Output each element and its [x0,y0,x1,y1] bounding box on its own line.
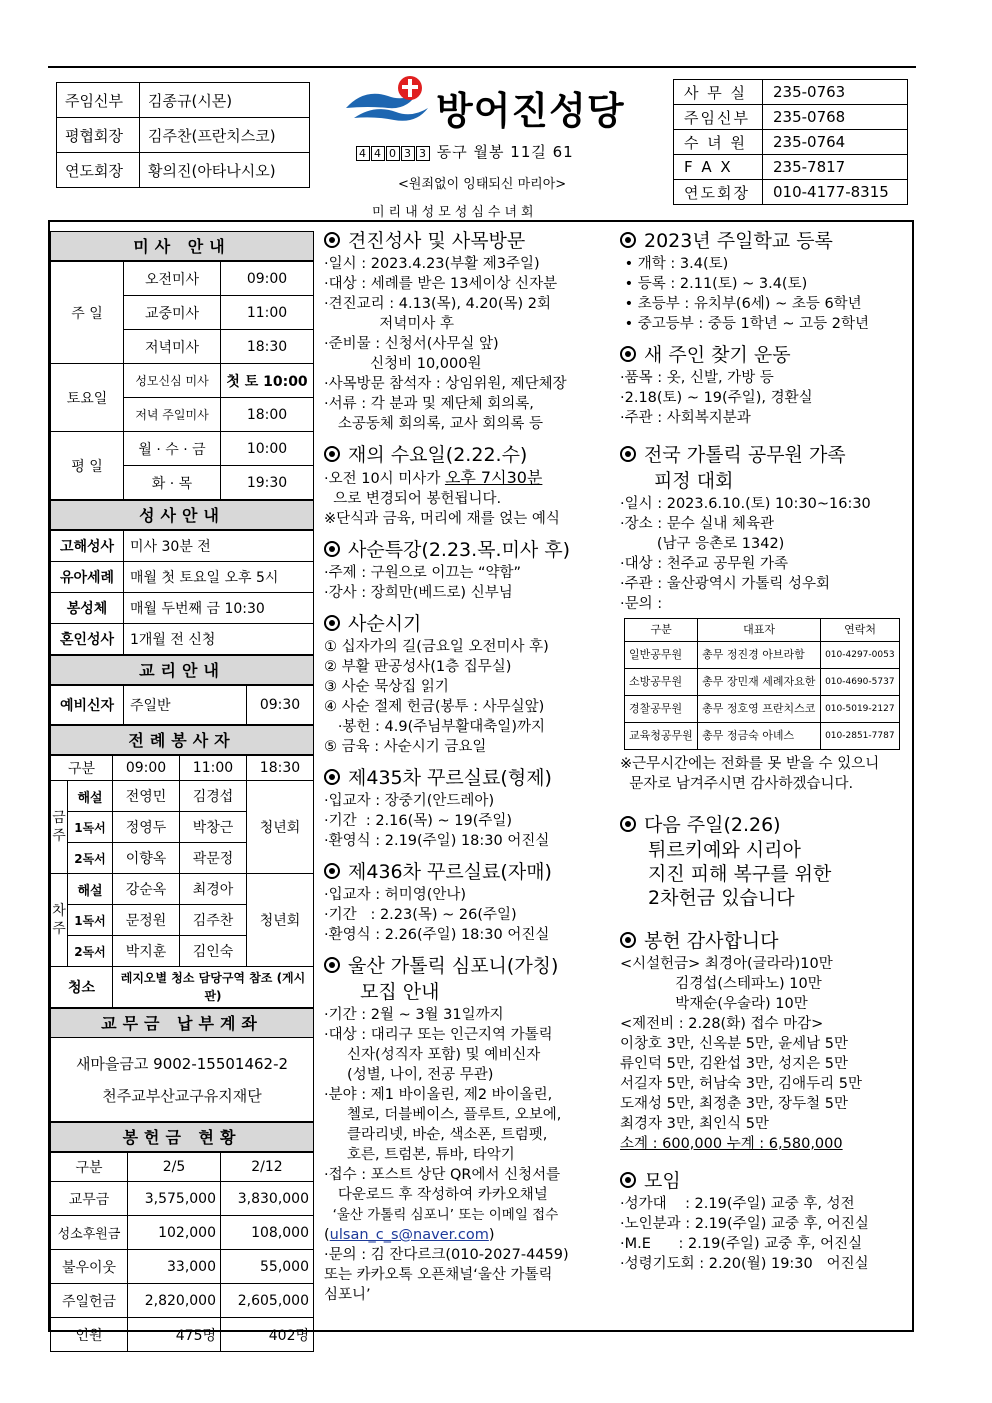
offering-table [50,1152,314,1352]
contact-label: 주임신부 [674,105,763,130]
text-line: <제전비 : 2.28(화) 접수 마감> [620,1016,824,1032]
offering-value: 475명 [128,1318,221,1352]
text-line: ·봉헌 : 4.9(주님부활대축일)까지 [324,719,545,735]
contact-phone: 010-5019-2127 [821,696,900,723]
offering-value: 108,000 [221,1216,314,1250]
contact-label: 수 녀 원 [674,130,763,155]
sacrament-value: 1개월 전 신청 [124,624,314,655]
retreat-contact-table [624,618,900,750]
zip-digit: 4 [371,146,385,161]
server-role: 1독서 [68,905,113,936]
account-heading: 교무금 납부계좌 [50,1008,314,1038]
retreat-title [620,442,908,468]
server-name: 김인숙 [179,936,246,967]
text-line [324,468,612,489]
sacrament-name: 고해성사 [51,531,124,562]
contact-type: 일반공무원 [625,642,698,669]
second-collection [620,838,908,910]
text-line: ·접수 : 포스트 상단 QR에서 신청서를 [324,1167,561,1183]
this-week-label: 금주 [51,781,68,874]
mass-name: 교중미사 [124,296,221,330]
text-line: ·주관 : 울산광역시 가톨릭 성우회 [620,576,831,592]
contact-phone: 010-4297-0053 [821,642,900,669]
doctrine-table [50,685,314,725]
contact-phone: 235-0763 [763,80,908,105]
sacrament-table [50,530,314,655]
offering-header: 2/5 [128,1153,221,1182]
contact-header: 대표자 [698,619,821,642]
email-link[interactable]: ulsan_c_s@naver.com [329,1227,489,1243]
confirmation-title [324,228,612,254]
mass-name: 화 · 목 [124,466,221,500]
offering-name: 인원 [51,1318,128,1352]
cursillo-435-title [324,765,612,791]
server-role: 해설 [68,874,113,905]
contact-phone: 010-2851-7787 [821,723,900,750]
emphasis-time: 오후 7시30분 [444,468,543,487]
motto: <원죄없이 잉태되신 마리아> [398,177,567,192]
text-line: ·강사 : 장희만(베드로) 신부님 [324,585,513,601]
text-line: • 초등부 : 유치부(6세) ~ 초등 6학년 [620,296,862,312]
ash-wednesday-title [324,442,612,468]
offering-header: 구분 [51,1153,128,1182]
section-title: 봉헌 감사합니다 [644,930,779,952]
text-line: ·일시 : 2023.4.23(부활 제3주일) [324,256,540,272]
sacrament-value: 미사 30분 전 [124,531,314,562]
top-rule [48,66,916,68]
middle-column [324,228,612,1305]
bullet-circle-icon [324,541,340,557]
text-line: ·서류 : 각 분과 및 제단체 회의록, [324,396,534,412]
text-line: • 개학 : 3.4(토) [620,256,729,272]
offering-name: 불우이웃 [51,1250,128,1284]
text-line: ·노인분과 : 2.19(주일) 교중 후, 어진실 [620,1216,869,1232]
server-name: 최경아 [179,874,246,905]
text-line: ① 십자가의 길(금요일 오전미사 후) [324,639,549,655]
text-line: 으로 변경되어 봉헌됩니다. [324,491,502,507]
text-line: <시설헌금> 최경아(글라라)10만 [620,956,833,972]
section-title: 울산 가톨릭 심포니(가칭) [348,955,559,977]
offering-total: 소계 : 600,000 누계 : 6,580,000 [620,1136,843,1152]
offering-heading: 봉헌금 현황 [50,1122,314,1152]
contact-label: F A X [674,155,763,180]
lent-lecture-title [324,537,612,563]
text-line: ·대상 : 세례를 받은 13세이상 신자분 [324,276,558,292]
bullet-circle-icon [324,769,340,785]
bullet-circle-icon [324,863,340,879]
text-line: ·기간 : 2.16(목) ~ 19(주일) [324,813,513,829]
text-line: ·2.18(토) ~ 19(주일), 경환실 [620,390,813,406]
text-line: ·주관 : 사회복지분과 [620,410,751,426]
mass-day: 주 일 [51,262,124,364]
offering-name: 교무금 [51,1182,128,1216]
contact-type: 교육청공무원 [625,723,698,750]
section-title: 다음 주일(2.26) [644,814,781,836]
text-line: 이창호 3만, 신옥분 5만, 윤세남 5만 [620,1036,849,1052]
text-line: 도재성 5만, 최정춘 3만, 장두철 5만 [620,1096,849,1112]
text-line: 최경자 3만, 최인식 5만 [620,1116,769,1132]
text-line: 심포니’ [324,1287,371,1303]
text-line: ‘울산 가톨릭 심포니’ 또는 이메일 접수 [324,1207,559,1223]
offering-value: 3,830,000 [221,1182,314,1216]
text-line: 지진 피해 복구를 위한 [648,863,832,885]
bullet-circle-icon [620,816,636,832]
text-line: ·견진교리 : 4.13(목), 4.20(목) 2회 [324,296,552,312]
server-name: 이향옥 [113,843,180,874]
cursillo-436-title [324,859,612,885]
server-name: 전영민 [113,781,180,812]
bullet-circle-icon [324,232,340,248]
offering-name: 주일헌금 [51,1284,128,1318]
staff-value: 김종규(시몬) [140,83,310,118]
sacrament-name: 봉성체 [51,593,124,624]
text-line: ·사목방문 참석자 : 상임위원, 제단체장 [324,376,567,392]
bullet-circle-icon [620,1172,636,1188]
text-line: ③ 사순 묵상집 읽기 [324,679,449,695]
contact-phone: 235-0768 [763,105,908,130]
section-title: 재의 수요일(2.22.수) [348,444,528,466]
section-title: 새 주인 찾기 운동 [644,344,791,366]
text-line: ·기간 : 2.23(목) ~ 26(주일) [324,907,517,923]
offering-value: 102,000 [128,1216,221,1250]
left-column [50,231,314,1352]
next-sunday-title [620,812,908,838]
text-line: 호른, 트럼본, 튜바, 타악기 [324,1147,515,1163]
section-title: 전국 가톨릭 공무원 가족 [644,444,846,466]
text-line: 클라리넷, 바순, 색소폰, 트럼펫, [324,1127,548,1143]
section-title: 사순특강(2.23.목.미사 후) [348,539,571,561]
servers-header: 구분 [51,756,113,781]
staff-value: 김주찬(프란치스코) [140,118,310,153]
servers-header: 18:30 [246,756,313,781]
mass-time: 10:00 [221,432,314,466]
section-title: 견진성사 및 사목방문 [348,230,526,252]
server-name: 곽문정 [179,843,246,874]
mass-day: 토요일 [51,364,124,432]
sacrament-value: 매월 첫 토요일 오후 5시 [124,562,314,593]
text-line: ⑤ 금육 : 사순시기 금요일 [324,739,487,755]
bullet-circle-icon [324,957,340,973]
mass-time: 18:00 [221,398,314,432]
offering-value: 33,000 [128,1250,221,1284]
next-week-label: 차주 [51,874,68,967]
contact-header: 구분 [625,619,698,642]
zip-digit: 3 [416,146,430,161]
servers-header: 09:00 [113,756,180,781]
cleaning-label: 청소 [51,967,113,1008]
sacrament-value: 매월 두번째 금 10:30 [124,593,314,624]
offering-header: 2/12 [221,1153,314,1182]
section-title: 제436차 꾸르실료(자매) [348,861,552,883]
zip-digit: 3 [401,146,415,161]
text-line: (성별, 나이, 전공 무관) [324,1067,494,1083]
text-line: ·M.E : 2.19(주일) 교중 후, 어진실 [620,1236,863,1252]
contact-type: 경찰공무원 [625,696,698,723]
parish-logo-icon [344,74,436,124]
servers-heading: 전례봉사자 [50,725,314,755]
text-line: ·환영식 : 2.26(주일) 18:30 어진실 [324,927,550,943]
text-line: ·장소 : 문수 실내 체육관 [620,516,774,532]
text-line: ·일시 : 2023.6.10.(토) 10:30~16:30 [620,496,871,512]
text-line: ·준비물 : 신청서(사무실 앞) [324,336,499,352]
parish-name: 방어진성당 [436,88,625,133]
bullet-circle-icon [620,932,636,948]
contact-rep: 총무 정호영 프란치스코 [698,696,821,723]
contact-phone: 235-7817 [763,155,908,180]
mass-name: 저녁 주일미사 [124,398,221,432]
text-line: • 등록 : 2.11(토) ~ 3.4(토) [620,276,808,292]
section-title: 제435차 꾸르실료(형제) [348,767,552,789]
text-line: ④ 사순 절제 헌금(봉투 : 사무실앞) [324,699,545,715]
mass-time: 11:00 [221,296,314,330]
contact-rep: 총무 정진경 아브라함 [698,642,821,669]
zip-digit: 4 [356,146,370,161]
account-number: 새마을금고 9002-15501462-2 [75,1055,289,1073]
offering-value: 3,575,000 [128,1182,221,1216]
server-name: 김경섭 [179,781,246,812]
text-line: ·성가대 : 2.19(주일) 교중 후, 성전 [620,1196,855,1212]
server-role: 1독서 [68,812,113,843]
religious-order: 미리내성모성심수녀회 [372,205,538,220]
offering-value: 2,820,000 [128,1284,221,1318]
text-line: ·입교자 : 허미영(안나) [324,887,467,903]
mass-name: 저녁미사 [124,330,221,364]
text-line: ·분야 : 제1 바이올린, 제2 바이올린, [324,1087,553,1103]
offering-value: 2,605,000 [221,1284,314,1318]
text-line: 소공동체 회의록, 교사 회의록 등 [324,416,543,432]
text-line: ·주제 : 구원으로 이끄는 “약함” [324,565,522,581]
lent-title [324,611,612,637]
text-line: 서길자 5만, 허남숙 3만, 김애두리 5만 [620,1076,863,1092]
contact-type: 소방공무원 [625,669,698,696]
doctrine-time: 09:30 [247,686,314,725]
symphony-subtitle: 모집 안내 [360,981,440,1003]
text-line: 문자로 남겨주시면 감사하겠습니다. [620,776,854,792]
server-name: 박지훈 [113,936,180,967]
text-line: (ulsan_c_s@naver.com) [324,1227,495,1243]
server-name: 정영두 [113,812,180,843]
offering-value: 55,000 [221,1250,314,1284]
meetings-title [620,1168,908,1194]
text-line: 2차헌금 있습니다 [648,887,795,909]
text-line: 박재순(우술라) 10만 [620,996,808,1012]
staff-label: 주임신부 [57,83,140,118]
mass-time: 첫 토 10:00 [221,364,314,398]
bullet-circle-icon [620,346,636,362]
text-line: 또는 카카오톡 오픈채널‘울산 가톨릭 [324,1267,553,1283]
text-line: ·기간 : 2월 ~ 3월 31일까지 [324,1007,504,1023]
contact-table [673,79,908,205]
address-text: 동구 월봉 11길 61 [436,143,574,161]
server-name: 박창근 [179,812,246,843]
zip-digit: 0 [386,146,400,161]
doctrine-value: 주일반 [124,686,247,725]
sunday-school-title [620,228,908,254]
text-line: 다운로드 후 작성하여 카카오채널 [324,1187,548,1203]
bullet-circle-icon [620,446,636,462]
address [356,141,574,162]
sacrament-name: 유아세례 [51,562,124,593]
doctrine-name: 예비신자 [51,686,124,725]
offering-value: 402명 [221,1318,314,1352]
staff-label: 평협회장 [57,118,140,153]
server-group: 청년회 [246,781,313,874]
section-title: 사순시기 [348,613,422,635]
text-line: 신자(성직자 포함) 및 예비신자 [324,1047,541,1063]
text-line: 첼로, 더블베이스, 플루트, 오보에, [324,1107,562,1123]
bullet-circle-icon [324,446,340,462]
text-line: ※근무시간에는 전화를 못 받을 수 있으니 [620,756,880,772]
text-line: 김경섭(스테파노) 10만 [620,976,822,992]
text-line: ·문의 : 김 잔다르크(010-2027-4459) [324,1247,569,1263]
text-part: ·오전 10시 미사가 [324,471,445,487]
contact-header: 연락처 [821,619,900,642]
mass-name: 오전미사 [124,262,221,296]
text-line: ※단식과 금육, 머리에 재를 얹는 예식 [324,511,560,527]
bullet-circle-icon [324,615,340,631]
server-role: 2독서 [68,843,113,874]
cleaning-value: 레지오별 청소 담당구역 참조 (게시판) [113,967,314,1008]
server-role: 해설 [68,781,113,812]
mass-heading: 미사 안내 [50,231,314,261]
bullet-circle-icon [620,232,636,248]
right-column [620,228,908,1274]
mass-name: 월 · 수 · 금 [124,432,221,466]
sacrament-heading: 성사안내 [50,500,314,530]
account-box [50,1038,314,1122]
doctrine-heading: 교리안내 [50,655,314,685]
contact-rep: 총무 장민재 세례자요한 [698,669,821,696]
contact-phone: 010-4177-8315 [763,180,908,205]
mass-day: 평 일 [51,432,124,500]
contact-rep: 총무 정금숙 아녜스 [698,723,821,750]
staff-label: 연도회장 [57,153,140,188]
sacrament-name: 혼인성사 [51,624,124,655]
mass-table [50,261,314,500]
text-line: 튀르키예와 시리아 [648,839,801,861]
text-line: • 중고등부 : 중등 1학년 ~ 고등 2학년 [620,316,869,332]
account-holder: 천주교부산교구유지재단 [102,1087,262,1105]
contact-phone: 235-0764 [763,130,908,155]
text-line: ·입교자 : 장중기(안드레아) [324,793,495,809]
staff-value: 황의진(아타나시오) [140,153,310,188]
retreat-subtitle: 피정 대회 [654,470,734,492]
mass-time: 18:30 [221,330,314,364]
server-name: 강순옥 [113,874,180,905]
mass-time: 09:00 [221,262,314,296]
section-title: 2023년 주일학교 등록 [644,230,833,252]
new-owner-title [620,342,908,368]
server-role: 2독서 [68,936,113,967]
symphony-title [324,953,612,979]
text-line: ·환영식 : 2.19(주일) 18:30 어진실 [324,833,550,849]
text-line: ·성령기도회 : 2.20(월) 19:30 어진실 [620,1256,869,1272]
contact-label: 사 무 실 [674,80,763,105]
text-line: ·문의 : [620,596,663,612]
text-line: 신청비 10,000원 [324,356,482,372]
text-line: ② 부활 판공성사(1층 집무실) [324,659,512,675]
server-group: 청년회 [246,874,313,967]
contact-label: 연도회장 [674,180,763,205]
mass-name: 성모신심 미사 [124,364,221,398]
server-name: 문정원 [113,905,180,936]
text-line: 류인덕 5만, 김완섭 3만, 성지은 5만 [620,1056,849,1072]
mass-time: 19:30 [221,466,314,500]
servers-table [50,755,314,1008]
thanks-title [620,928,908,954]
text-line: 저녁미사 후 [324,316,454,332]
text-line: ·대상 : 대리구 또는 인근지역 가톨릭 [324,1027,553,1043]
server-name: 김주찬 [179,905,246,936]
contact-phone: 010-4690-5737 [821,669,900,696]
text-line: (남구 응촌로 1342) [620,536,785,552]
section-title: 모임 [644,1170,681,1192]
text-line: ·대상 : 천주교 공무원 가족 [620,556,789,572]
staff-table [56,82,310,188]
servers-header: 11:00 [179,756,246,781]
offering-name: 성소후원금 [51,1216,128,1250]
text-line: ·품목 : 옷, 신발, 가방 등 [620,370,774,386]
